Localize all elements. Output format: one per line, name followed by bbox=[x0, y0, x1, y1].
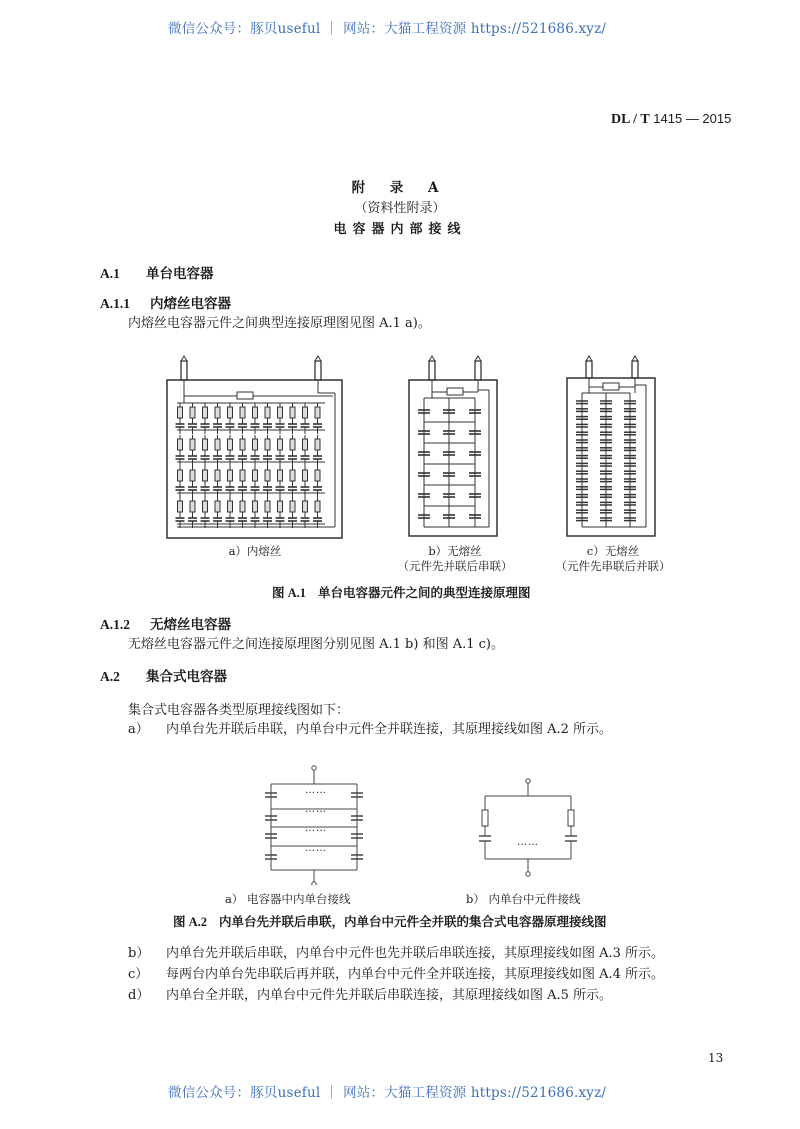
list-text: 内单台先并联后串联，内单台中元件也先并联后串联连接，其原理接线如图 A.3 所示。 bbox=[166, 946, 665, 961]
figure-a2b-element-wiring-diagram bbox=[478, 775, 578, 885]
ellipsis-3: …… bbox=[305, 823, 327, 834]
section-number: A.1 bbox=[100, 266, 120, 281]
list-marker: d） bbox=[128, 988, 150, 1003]
figure-a1c-caption bbox=[548, 544, 678, 574]
figure-number: 图 A.1 bbox=[272, 586, 307, 600]
figure-a2b-caption: b） 内单台中元件接线 bbox=[466, 892, 581, 906]
list-marker: b） bbox=[128, 946, 150, 961]
figure-a1-title bbox=[272, 583, 531, 601]
figure-a1c-fuseless-series-parallel-diagram bbox=[565, 355, 663, 540]
caption-line: b）无熔丝 bbox=[428, 544, 482, 558]
ellipsis-2: …… bbox=[305, 804, 327, 815]
section-a1-1-heading bbox=[100, 292, 231, 312]
section-a1-1-body: 内熔丝电容器元件之间典型连接原理图见图 A.1 a)。 bbox=[128, 316, 431, 331]
caption-line: （元件先串联后并联） bbox=[555, 559, 671, 573]
section-number: A.2 bbox=[100, 669, 120, 684]
list-item-b bbox=[128, 942, 664, 961]
section-number: A.1.2 bbox=[100, 617, 130, 632]
list-item-a bbox=[128, 718, 612, 737]
figure-a1a-caption: a）内熔丝 bbox=[228, 544, 282, 558]
ellipsis-b: …… bbox=[517, 837, 539, 848]
figure-a1b-caption bbox=[390, 544, 520, 574]
list-text: 内单台全并联，内单台中元件先并联后串联连接，其原理接线如图 A.5 所示。 bbox=[166, 988, 613, 1003]
figure-a2-title bbox=[173, 912, 607, 930]
ellipsis-4: …… bbox=[305, 843, 327, 854]
page-number: 13 bbox=[708, 1051, 724, 1065]
watermark-top: 微信公众号：豚贝useful ｜ 网站：大猫工程资源 https://521686.xyz/ bbox=[168, 21, 607, 37]
standard-number bbox=[611, 111, 731, 128]
figure-title-text: 单台电容器元件之间的典型连接原理图 bbox=[318, 585, 531, 600]
figure-a1a-internal-fuse-diagram bbox=[165, 355, 350, 540]
list-marker: c） bbox=[128, 967, 149, 982]
appendix-subtitle: （资料性附录） bbox=[354, 201, 446, 216]
section-title: 内熔丝电容器 bbox=[150, 296, 231, 312]
section-number: A.1.1 bbox=[100, 296, 130, 311]
section-a1-2-body: 无熔丝电容器元件之间连接原理图分别见图 A.1 b) 和图 A.1 c)。 bbox=[128, 637, 504, 652]
figure-a2a-caption: a） 电容器中内单台接线 bbox=[225, 892, 351, 906]
list-marker: a） bbox=[128, 722, 149, 737]
caption-line: （元件先并联后串联） bbox=[397, 559, 513, 573]
section-title: 无熔丝电容器 bbox=[150, 617, 231, 633]
list-item-d bbox=[128, 984, 612, 1003]
figure-title-text: 内单台先并联后串联，内单台中元件全并联的集合式电容器原理接线图 bbox=[219, 914, 607, 929]
standard-prefix: DL / T bbox=[611, 112, 650, 127]
section-a2-heading bbox=[100, 665, 227, 685]
list-item-c bbox=[128, 963, 664, 982]
section-title: 集合式电容器 bbox=[146, 669, 227, 685]
watermark-bottom: 微信公众号：豚贝useful ｜ 网站：大猫工程资源 https://521686.xyz/ bbox=[168, 1085, 607, 1101]
section-a1-2-heading bbox=[100, 613, 231, 633]
appendix-title: 附 录 A bbox=[351, 180, 449, 196]
section-a1-heading bbox=[100, 262, 214, 282]
ellipsis-1: …… bbox=[305, 785, 327, 796]
figure-a1b-fuseless-parallel-series-diagram bbox=[407, 355, 505, 540]
list-text: 每两台内单台先串联后再并联，内单台中元件全并联连接，其原理接线如图 A.4 所示。 bbox=[166, 967, 665, 982]
section-title: 单台电容器 bbox=[146, 266, 214, 282]
list-text: 内单台先并联后串联，内单台中元件全并联连接，其原理接线如图 A.2 所示。 bbox=[166, 722, 613, 737]
figure-number: 图 A.2 bbox=[173, 915, 208, 929]
section-a2-intro: 集合式电容器各类型原理接线图如下： bbox=[128, 703, 350, 718]
caption-line: c）无熔丝 bbox=[586, 544, 640, 558]
appendix-name: 电容器内部接线 bbox=[333, 222, 467, 237]
standard-code: 1415 — 2015 bbox=[653, 111, 732, 126]
